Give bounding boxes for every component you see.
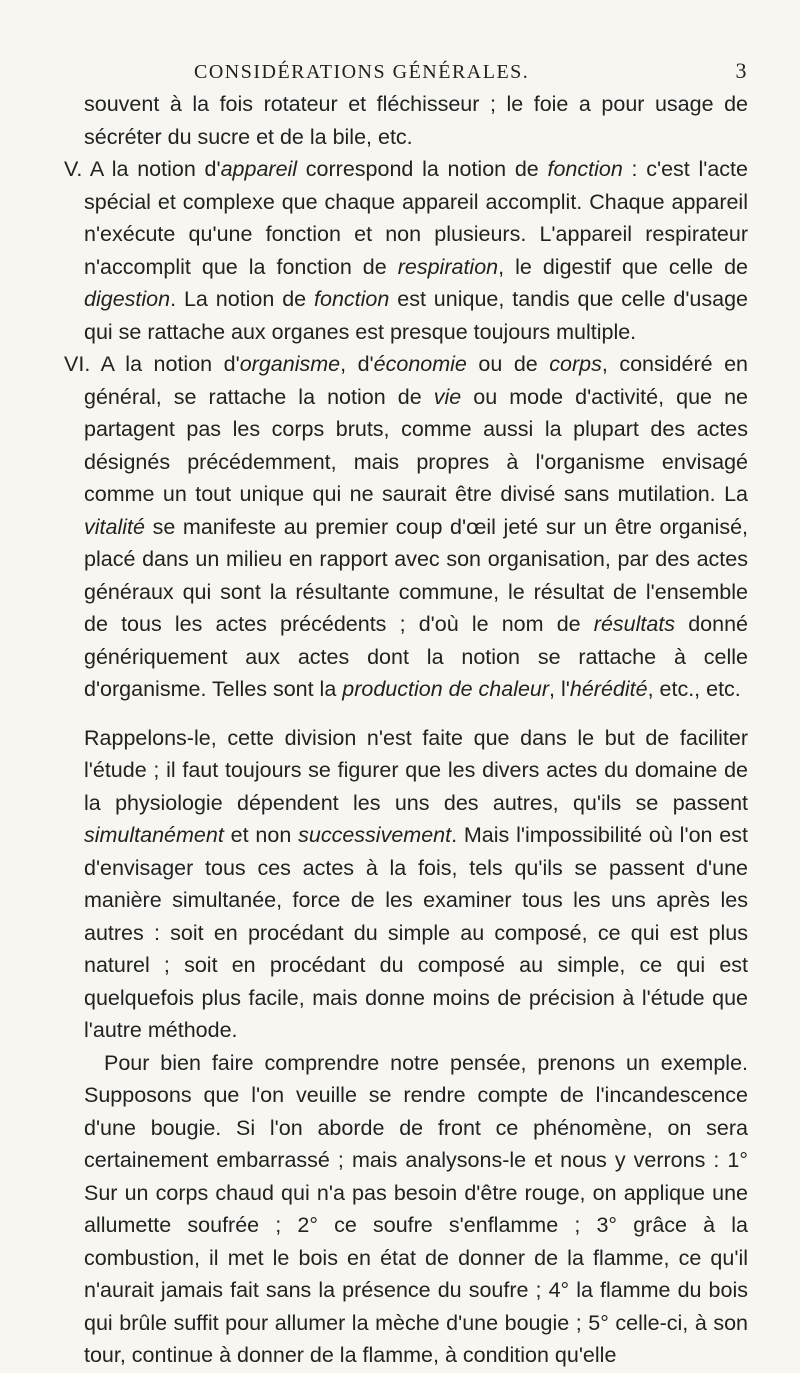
running-header: [194, 58, 748, 84]
running-title: CONSIDÉRATIONS GÉNÉRALES.: [194, 61, 530, 83]
paragraph-rappelons: Rappelons-le, cette division n'est faite que dans le but de faciliter l'étude ; il faut toujours se figurer que les divers actes du domaine de la physiologie dépendent les uns des autres, qu'ils se passent simultanément et non successivement. Mais l'impossibilité où l'on est d'envisager tous ces actes à la fois, tels qu'ils se passent d'une manière simultanée, force de les examiner tous les uns après les autres : soit en procédant du simple au composé, ce qui est plus naturel ; soit en procédant du composé au simple, ce qui est quelquefois plus facile, mais donne moins de précision à l'étude que l'autre méthode.: [84, 725, 748, 1042]
page-number: 3: [735, 58, 748, 83]
paragraph-section-vi: VI. A la notion d'organisme, d'économie ou de corps, considéré en général, se rattache la notion de vie ou mode d'activité, que ne partagent pas les corps bruts, comme aussi la plupart des actes désignés précédemment, mais propres à l'organisme envisagé comme un tout unique qui ne saurait être divisé sans mutilation. La vitalité se manifeste au premier coup d'œil jeté sur un être organisé, placé dans un milieu en rapport avec son organisation, par des actes généraux qui sont la résultante commune, le résultat de l'ensemble de tous les actes précédents ; d'où le nom de résultats donné génériquement aux actes dont la notion se rattache à celle d'organisme. Telles sont la production de chaleur, l'hérédité, etc., etc.: [64, 352, 749, 701]
paragraph-exemple: Pour bien faire comprendre notre pensée, prenons un exemple. Supposons que l'on veuille se rendre compte de l'incandescence d'une bougie. Si l'on aborde de front ce phénomène, on sera certainement embarrassé ; mais analysons-le et nous y verrons : 1° Sur un corps chaud qui n'a pas besoin d'être rouge, on applique une allumette soufrée ; 2° ce soufre s'enflamme ; 3° grâce à la combustion, il met le bois en état de donner de la flamme, ce qu'il n'aurait jamais fait sans la présence du soufre ; 4° la flamme du bois qui brûle suffit pour allumer la mèche d'une bougie ; 5° celle-ci, à son tour, continue à donner de la flamme, à condition qu'elle: [84, 1050, 748, 1367]
paragraph-section-v: V. A la notion d'appareil correspond la notion de fonction : c'est l'acte spécial et complexe que chaque appareil accomplit. Chaque appareil n'exécute qu'une fonction et non plusieurs. L'appareil respirateur n'accomplit que la fonction de respiration, le digestif que celle de digestion. La notion de fonction est unique, tandis que celle d'usage qui se rattache aux organes est presque toujours multiple.: [64, 157, 748, 344]
paragraph-continuation: souvent à la fois rotateur et fléchisseur ; le foie a pour usage de sécréter du sucre et de la bile, etc.: [84, 92, 748, 149]
